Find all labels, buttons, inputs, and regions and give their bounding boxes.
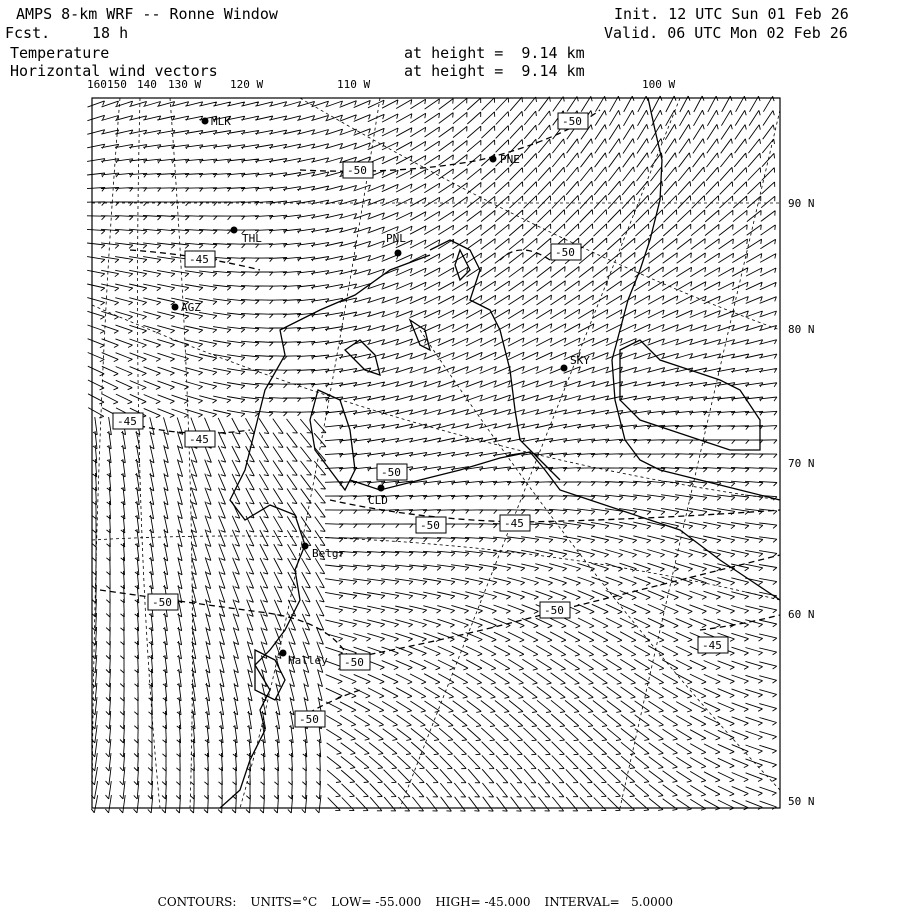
station-marker xyxy=(231,227,238,234)
lon-label: 140 xyxy=(137,78,157,91)
contour-low: LOW= -55.000 xyxy=(331,895,422,909)
lat-label: 80 N xyxy=(788,323,815,336)
height-temperature: at height = 9.14 km xyxy=(404,44,585,62)
station-label: AGZ xyxy=(181,301,201,314)
contour-info xyxy=(150,881,687,909)
contour-label: -50 xyxy=(152,596,172,609)
station-marker xyxy=(561,365,568,372)
contour-label: -45 xyxy=(189,253,209,266)
lon-label: 110 W xyxy=(337,78,371,91)
field-wind-vectors: Horizontal wind vectors xyxy=(10,62,218,80)
station-label: SKY xyxy=(570,354,590,367)
contour-label: -50 xyxy=(544,604,564,617)
station-marker xyxy=(378,485,385,492)
lat-label: 70 N xyxy=(788,457,815,470)
contour-label: -45 xyxy=(702,639,722,652)
station-label: THL xyxy=(242,232,262,245)
wind-barbs xyxy=(87,96,777,813)
map-title: AMPS 8-km WRF -- Ronne Window xyxy=(16,5,278,23)
lon-label: 160 xyxy=(87,78,107,91)
station-label: PNL xyxy=(386,232,406,245)
field-temperature: Temperature xyxy=(10,44,110,62)
init-time: Init. 12 UTC Sun 01 Feb 26 xyxy=(614,5,849,23)
contour-label: -50 xyxy=(381,466,401,479)
valid-time: Valid. 06 UTC Mon 02 Feb 26 xyxy=(604,24,848,42)
station-marker xyxy=(395,250,402,257)
station-marker xyxy=(172,304,179,311)
contour-label: -50 xyxy=(299,713,319,726)
height-wind: at height = 9.14 km xyxy=(404,62,585,80)
station-marker xyxy=(302,543,309,550)
lat-label: 90 N xyxy=(788,197,815,210)
lon-label: 100 W xyxy=(642,78,676,91)
contour-label: -50 xyxy=(555,246,575,259)
station-marker xyxy=(490,156,497,163)
station-label: Halley xyxy=(288,654,328,667)
wind-vector-field xyxy=(87,96,777,813)
contour-label: -50 xyxy=(347,164,367,177)
station-marker xyxy=(280,650,287,657)
station-label: Belgr xyxy=(312,547,346,560)
units: UNITS=°C xyxy=(250,895,318,909)
contours-label: CONTOURS: xyxy=(157,895,237,909)
lon-label: 120 W xyxy=(230,78,264,91)
contour-label: -45 xyxy=(504,517,524,530)
contour-interval: INTERVAL= 5.0000 xyxy=(544,895,674,909)
contour-high: HIGH= -45.000 xyxy=(435,895,531,909)
forecast-label: Fcst. xyxy=(5,24,51,42)
contour-label: -50 xyxy=(344,656,364,669)
lat-label: 50 N xyxy=(788,795,815,808)
contour-label: -45 xyxy=(117,415,137,428)
station-marker xyxy=(202,118,209,125)
contour-label: -50 xyxy=(420,519,440,532)
station-label: MLK xyxy=(211,115,231,128)
station-label: CLD xyxy=(368,494,388,507)
contour-label: -50 xyxy=(562,115,582,128)
lon-label: 150 xyxy=(107,78,127,91)
lat-label: 60 N xyxy=(788,608,815,621)
forecast-hour: 18 h xyxy=(92,24,129,42)
station-label: PNE xyxy=(500,153,520,166)
contour-label: -45 xyxy=(189,433,209,446)
lon-label: 130 W xyxy=(168,78,202,91)
